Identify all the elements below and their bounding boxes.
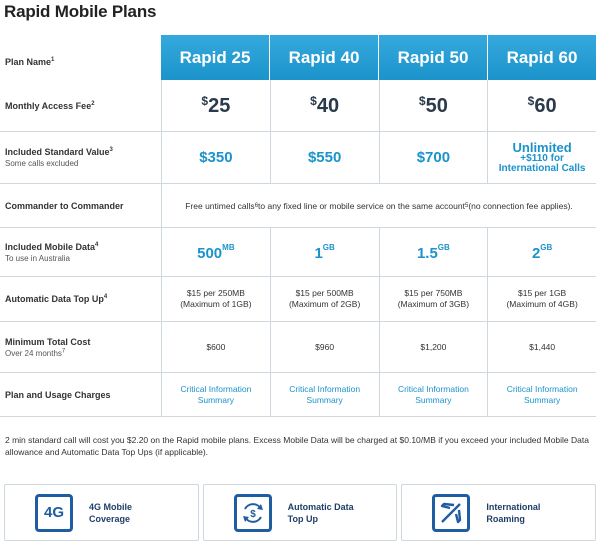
top-up-icon [234, 494, 272, 532]
plan-name-label: Plan Name [5, 56, 52, 67]
cis-link[interactable]: Critical Information Summary [161, 373, 270, 416]
data-allowance: $2^{GB}$ [531, 242, 553, 262]
plan-header-row: Plan Name$^1$ Rapid 25 Rapid 40 Rapid 50 Rapid 60 [0, 35, 596, 80]
feature-tiles [4, 484, 596, 541]
commander-text: Free untimed calls 6 to any fixed line or mobile service on the same account 5 (no connection fee applies). [161, 184, 596, 227]
dollar-cycle-icon [240, 500, 266, 526]
airplane-icon [438, 500, 464, 526]
monthly-fee-row: Monthly Access Fee$^2$ $25 $40 $50 $60 [0, 80, 596, 132]
min-cost-row: Minimum Total Cost Over 24 months$^7$ $600 $960 $1,200 $1,440 [0, 322, 596, 373]
plan-header-rapid-60[interactable]: Rapid 60 [487, 35, 596, 80]
cis-link[interactable]: Critical Information Summary [487, 373, 596, 416]
charges-row: Plan and Usage Charges Critical Information Summary Critical Information Summary Critical Information Summary Critical Information Summary [0, 373, 596, 417]
data-allowance: $1.5^{GB}$ [416, 242, 450, 262]
standard-value-row: Included Standard Value$^3$ Some calls excluded $350 $550 $700 Unlimited +$110 for International Calls [0, 132, 596, 184]
plan-header-rapid-40[interactable]: Rapid 40 [269, 35, 378, 80]
commander-row: Commander to Commander Free untimed calls 6 to any fixed line or mobile service on the same account 5 (no connection fee applies). [0, 184, 596, 228]
4g-icon: 4G [35, 494, 73, 532]
price-value: $25 [201, 93, 231, 117]
cis-link[interactable]: Critical Information Summary [379, 373, 488, 416]
data-allowance: $500^{MB}$ [197, 242, 235, 262]
top-up-row: Automatic Data Top Up$^4$ $15 per 250MB (Maximum of 1GB) $15 per 500MB (Maximum of 2GB) $15 per 750MB (Maximum of 3GB) $15 per 1GB (Maximum of 4GB) [0, 277, 596, 322]
price-value: $60 [527, 93, 557, 117]
price-value: $50 [418, 93, 448, 117]
cis-link[interactable]: Critical Information Summary [270, 373, 379, 416]
price-value: $40 [310, 93, 340, 117]
feature-international-roaming[interactable]: International Roaming [401, 484, 596, 541]
feature-4g-coverage[interactable]: 4G 4G Mobile Coverage [4, 484, 199, 541]
mobile-data-row: Included Mobile Data$^4$ To use in Australia $500^{MB}$ $1^{GB}$ $1.5^{GB}$ $2^{GB}$ [0, 228, 596, 277]
footnote: 2 min standard call will cost you $2.20 on the Rapid mobile plans. Excess Mobile Data will be charged at $0.10/MB if you exceed your included Mobile Data allowance and Automatic Data Top Ups (if applicable). [5, 435, 589, 457]
plan-header-rapid-50[interactable]: Rapid 50 [378, 35, 487, 80]
page-title: Rapid Mobile Plans [4, 2, 157, 21]
data-allowance: $1^{GB}$ [314, 242, 335, 262]
feature-auto-top-up[interactable]: $ Automatic Data Top Up [203, 484, 398, 541]
plan-header-rapid-25[interactable]: Rapid 25 [161, 35, 269, 80]
plane-icon [432, 494, 470, 532]
plans-table [0, 35, 596, 417]
svg-text:$: $ [249, 508, 256, 520]
